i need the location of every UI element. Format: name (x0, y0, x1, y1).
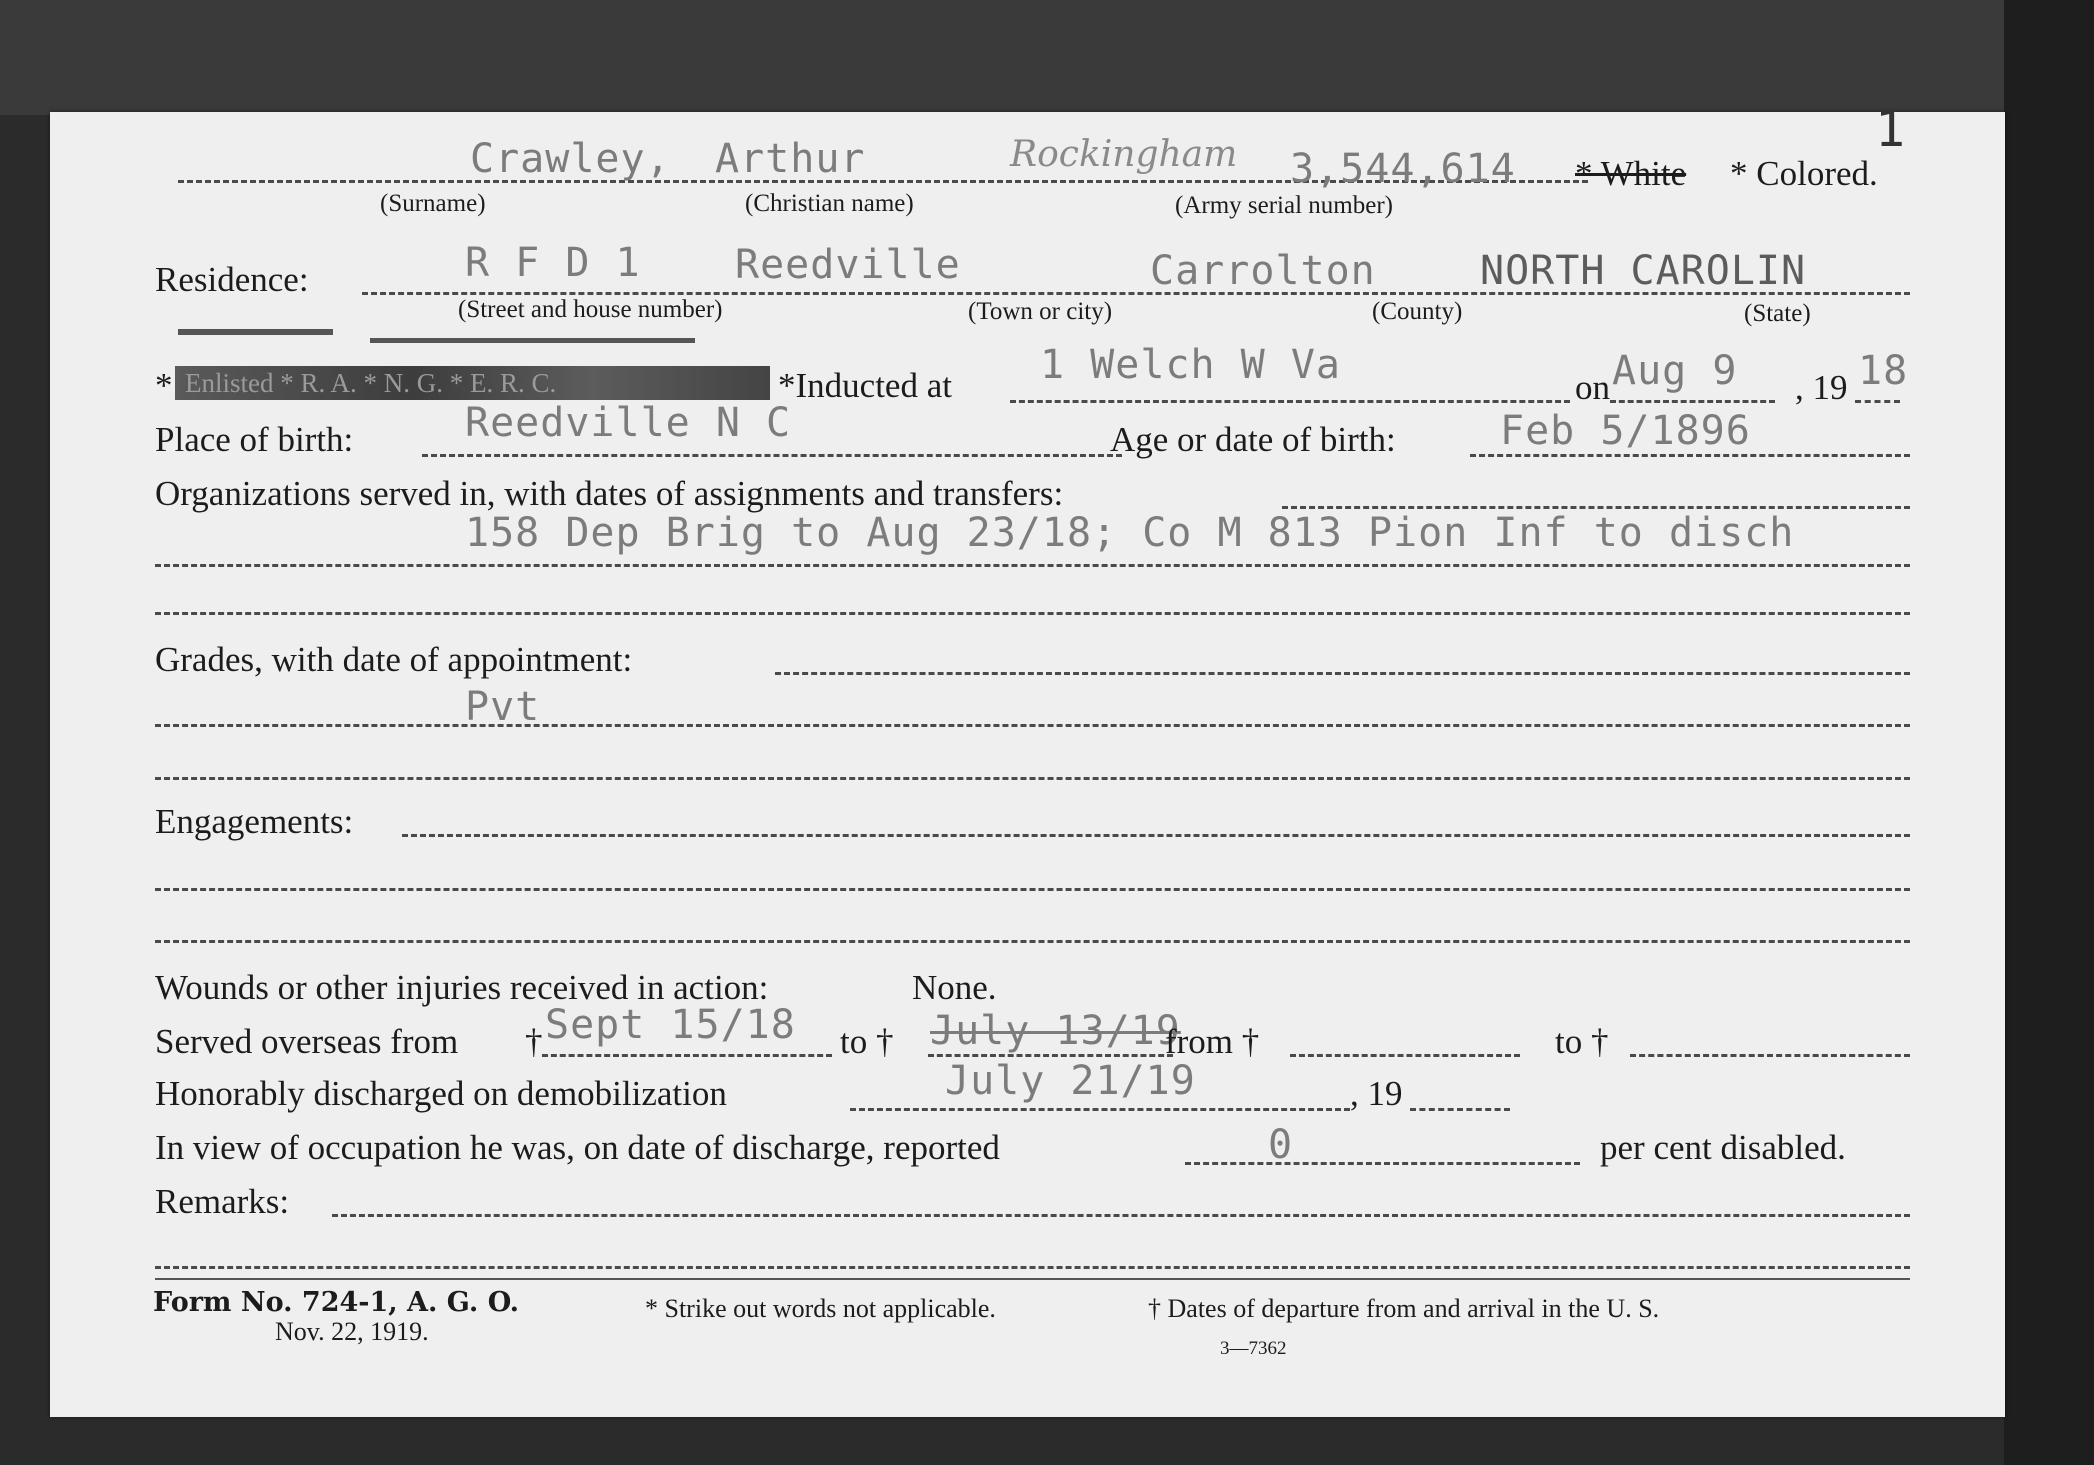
residence-label: Residence: (155, 260, 309, 299)
redaction-mark (178, 329, 333, 335)
wounds-label: Wounds or other injuries received in action: (155, 968, 769, 1007)
discharge-year-line (1410, 1108, 1510, 1111)
christian-name-label: (Christian name) (745, 190, 914, 217)
army-serial-label: (Army serial number) (1175, 192, 1393, 219)
grades-label: Grades, with date of appointment: (155, 640, 633, 679)
place-of-birth-line (422, 454, 1122, 457)
place-of-birth-value: Reedville N C (465, 400, 792, 446)
remarks-line (332, 1214, 1910, 1217)
surname-value: Crawley, (470, 136, 671, 182)
overseas-from2-label: from † (1165, 1022, 1260, 1061)
age-line (1470, 454, 1910, 457)
date-line (1610, 400, 1775, 403)
overseas-from-line (542, 1054, 832, 1057)
grades-line-2 (155, 724, 1910, 727)
enlisted-asterisk: * (155, 366, 173, 405)
note-dates: † Dates of departure from and arrival in the U. S. (1148, 1294, 1660, 1323)
overseas-to-label: to † (840, 1022, 894, 1061)
discharge-line (850, 1108, 1350, 1111)
county-label: (County) (1372, 298, 1463, 325)
discharge-year-prefix: , 19 (1350, 1074, 1403, 1113)
organizations-label: Organizations served in, with dates of assignments and transfers: (155, 474, 1064, 513)
residence-street-value: R F D 1 (465, 240, 641, 286)
organizations-line-2 (155, 564, 1910, 567)
enlisted-struck-text: Enlisted * R. A. * N. G. * E. R. C. (185, 368, 557, 398)
place-of-birth-label: Place of birth: (155, 420, 354, 459)
state-label: (State) (1744, 300, 1811, 327)
race-colored: * Colored. (1730, 154, 1878, 193)
disability-label: In view of occupation he was, on date of discharge, reported (155, 1128, 1000, 1167)
overseas-to-line (928, 1054, 1173, 1057)
army-serial-value: 3,544,614 (1290, 146, 1516, 192)
overseas-dagger: † (525, 1022, 543, 1061)
service-record-card (50, 100, 2005, 1417)
induction-year-value: 18 (1858, 348, 1909, 394)
scanner-background-right (2004, 0, 2094, 1465)
grades-line (775, 672, 1910, 675)
discharge-label: Honorably discharged on demobilization (155, 1074, 727, 1113)
residence-county-value: Carrolton (1150, 248, 1376, 294)
inducted-label: *Inducted at (778, 366, 952, 405)
grades-line-3 (155, 777, 1910, 780)
disability-line (1185, 1162, 1580, 1165)
disability-suffix: per cent disabled. (1600, 1128, 1846, 1167)
year-line (1855, 400, 1900, 403)
on-label: on (1575, 368, 1610, 407)
engagements-line (402, 834, 1910, 837)
organizations-line (1282, 506, 1910, 509)
scanner-background-top (0, 0, 2094, 115)
age-label: Age or date of birth: (1110, 420, 1396, 459)
christian-name-value: Arthur (715, 136, 866, 182)
form-date: Nov. 22, 1919. (275, 1317, 429, 1346)
residence-town-value: Reedville (735, 242, 961, 288)
overseas-to2-label: to † (1555, 1022, 1609, 1061)
overseas-to-value: July 13/19 (930, 1008, 1181, 1054)
race-white-struck: * White (1575, 154, 1687, 193)
discharge-value: July 21/19 (945, 1058, 1196, 1104)
overseas-to2-line (1630, 1054, 1910, 1057)
remarks-label: Remarks: (155, 1182, 290, 1221)
grades-value: Pvt (465, 684, 541, 730)
overseas-from2-line (1290, 1054, 1520, 1057)
note-strike-out: * Strike out words not applicable. (645, 1294, 996, 1323)
engagements-label: Engagements: (155, 802, 354, 841)
remarks-line-2 (155, 1266, 1910, 1269)
engagements-line-2 (155, 888, 1910, 891)
page-number: 1 (1875, 100, 1906, 158)
print-code: 3—7362 (1220, 1338, 1287, 1359)
organizations-line-3 (155, 612, 1910, 615)
induction-date-value: Aug 9 (1612, 348, 1738, 394)
footer-rule (155, 1278, 1910, 1280)
engagements-line-3 (155, 940, 1910, 943)
year-prefix: , 19 (1795, 368, 1848, 407)
county-handwritten: Rockingham (1010, 134, 1238, 175)
inducted-at-value: 1 Welch W Va (1040, 342, 1341, 388)
overseas-label: Served overseas from (155, 1022, 459, 1061)
street-label: (Street and house number) (458, 296, 723, 323)
redaction-mark (370, 338, 695, 343)
surname-label: (Surname) (380, 190, 486, 217)
disability-value: 0 (1268, 1122, 1294, 1168)
wounds-value: None. (912, 968, 997, 1007)
age-value: Feb 5/1896 (1500, 408, 1751, 454)
organizations-value: 158 Dep Brig to Aug 23/18; Co M 813 Pion Inf to disch (465, 510, 1795, 556)
inducted-line (1010, 400, 1570, 403)
town-label: (Town or city) (968, 298, 1113, 325)
overseas-from-value: Sept 15/18 (545, 1002, 796, 1048)
residence-state-value: NORTH CAROLIN (1480, 248, 1807, 294)
form-number: Form No. 724-1, A. G. O. (153, 1287, 520, 1318)
